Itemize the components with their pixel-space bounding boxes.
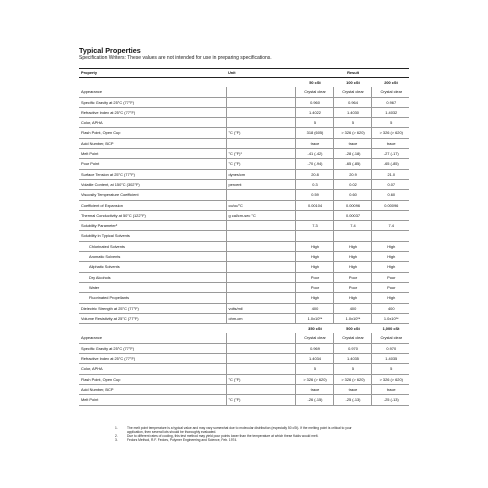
unit-cell: °C (°F) <box>226 159 295 169</box>
value-cell: 1.4030 <box>333 107 371 117</box>
table-row <box>79 333 409 343</box>
footnote-text: The melt point temperature is a typical value and may vary somewhat due to molecular distribution (especially 50 cSt). If the melting point is critical to your application, then several lots should be thoroughly evaluated. <box>127 425 352 434</box>
value-cell: Crystal clear <box>333 333 371 343</box>
value-cell: High <box>333 241 371 251</box>
value-cell: 400 <box>371 303 409 313</box>
value-cell <box>295 210 333 220</box>
table-row <box>79 384 409 394</box>
property-cell: Acid Number, BCP <box>79 138 226 148</box>
value-cell: 1.4034 <box>295 354 333 364</box>
value-cell: 5 <box>371 118 409 128</box>
grade-label: 1,000 cSt <box>371 324 409 334</box>
value-cell: 1.4032 <box>371 107 409 117</box>
footnote-number: 1. <box>115 425 118 430</box>
header-property: Property <box>79 69 226 78</box>
property-cell: Flash Point, Open Cup <box>79 374 226 384</box>
unit-cell <box>226 333 295 343</box>
value-cell: 0.59 <box>295 190 333 200</box>
value-cell: -25 (-13) <box>333 395 371 405</box>
value-cell: trace <box>295 138 333 148</box>
unit-cell <box>226 190 295 200</box>
value-cell: 7.4 <box>371 221 409 231</box>
unit-cell <box>226 138 295 148</box>
value-cell: Poor <box>295 272 333 282</box>
value-cell <box>371 210 409 220</box>
unit-cell: percent <box>226 179 295 189</box>
grade-spacer <box>226 324 295 334</box>
unit-cell <box>226 282 295 292</box>
unit-cell <box>226 231 295 241</box>
table-row <box>79 190 409 200</box>
value-cell: 0.964 <box>333 97 371 107</box>
property-cell: Surface Tension at 25°C (77°F) <box>79 169 226 179</box>
grade-header-row <box>79 324 409 334</box>
table-row <box>79 313 409 323</box>
property-cell: Solubility in Typical Solvents <box>79 231 226 241</box>
value-cell: -28 (-18) <box>333 149 371 159</box>
property-cell: Color, APHA <box>79 118 226 128</box>
value-cell: > 326 (> 620) <box>371 374 409 384</box>
table-row <box>79 252 409 262</box>
property-cell: Melt Point <box>79 395 226 405</box>
grade-label: 50 cSt <box>309 80 321 85</box>
grade-label: 350 cSt <box>295 324 333 334</box>
value-cell: Crystal clear <box>295 87 333 97</box>
header-unit: Unit <box>226 69 295 78</box>
table-row <box>79 200 409 210</box>
table-header-row <box>79 69 409 78</box>
value-cell: Poor <box>295 282 333 292</box>
unit-cell: cc/cc/°C <box>226 200 295 210</box>
grade-label: 200 cSt <box>384 80 398 85</box>
table-row <box>79 395 409 405</box>
grade-label: 500 cSt <box>333 324 371 334</box>
value-cell: -25 (-13) <box>371 395 409 405</box>
footnote-text: Fedors Method, R.F. Fedors, Polymer Engineering and Science, Feb. 1974. <box>127 438 238 443</box>
table-row <box>79 262 409 272</box>
property-cell: Solubility Parameter² <box>79 221 226 231</box>
value-cell: High <box>333 252 371 262</box>
document <box>79 46 409 442</box>
value-cell: 5 <box>333 364 371 374</box>
value-cell: 5 <box>371 364 409 374</box>
value-cell: 20.8 <box>295 169 333 179</box>
value-cell: 1.0x10¹⁴ <box>371 313 409 323</box>
value-cell: > 326 (> 620) <box>333 374 371 384</box>
unit-cell <box>226 241 295 251</box>
property-cell: Appearance <box>79 87 226 97</box>
table-row <box>79 169 409 179</box>
value-cell: High <box>371 293 409 303</box>
property-cell: Dielectric Strength at 25°C (77°F) <box>79 303 226 313</box>
value-cell: High <box>333 262 371 272</box>
property-cell: Volatile Content, at 150°C (302°F) <box>79 179 226 189</box>
property-cell: Dry Alcohols <box>79 272 226 282</box>
unit-cell: volts/mil <box>226 303 295 313</box>
value-cell: -41 (-42) <box>295 149 333 159</box>
unit-cell: °C (°F)¹ <box>226 149 295 159</box>
table-row <box>79 364 409 374</box>
table-row <box>79 293 409 303</box>
value-cell: 0.967 <box>371 97 409 107</box>
table-row <box>79 149 409 159</box>
unit-cell <box>226 252 295 262</box>
table-row <box>79 210 409 220</box>
header-result: Result <box>295 69 409 78</box>
unit-cell <box>226 118 295 128</box>
unit-cell: dynes/cm <box>226 169 295 179</box>
unit-cell: °C (°F) <box>226 395 295 405</box>
value-cell: 0.3 <box>295 179 333 189</box>
unit-cell <box>226 384 295 394</box>
value-cell: 5 <box>333 118 371 128</box>
value-cell: 400 <box>295 303 333 313</box>
value-cell: trace <box>371 138 409 148</box>
table-row <box>79 87 409 97</box>
table-row <box>79 231 409 241</box>
property-cell: Aromatic Solvents <box>79 252 226 262</box>
value-cell: High <box>333 293 371 303</box>
value-cell: 318 (605) <box>295 128 333 138</box>
value-cell: 5 <box>295 364 333 374</box>
value-cell: trace <box>333 138 371 148</box>
value-cell: -27 (-17) <box>371 149 409 159</box>
value-cell: trace <box>333 384 371 394</box>
table-row <box>79 354 409 364</box>
table-row <box>79 159 409 169</box>
value-cell: Poor <box>371 282 409 292</box>
unit-cell <box>226 354 295 364</box>
value-cell: Crystal clear <box>295 333 333 343</box>
value-cell: 0.00096 <box>333 200 371 210</box>
table-body <box>79 78 409 406</box>
value-cell: -70 (-94) <box>295 159 333 169</box>
grade-label: 100 cSt <box>346 80 360 85</box>
value-cell: 0.969 <box>295 343 333 353</box>
value-cell: -65 (-85) <box>371 159 409 169</box>
value-cell: Poor <box>333 272 371 282</box>
table-row <box>79 374 409 384</box>
value-cell: 21.0 <box>371 169 409 179</box>
unit-cell <box>226 262 295 272</box>
table-row <box>79 303 409 313</box>
property-cell: Viscosity Temperature Coefficient <box>79 190 226 200</box>
value-cell <box>371 231 409 241</box>
unit-cell <box>226 221 295 231</box>
value-cell: High <box>295 241 333 251</box>
property-cell: Specific Gravity at 25°C (77°F) <box>79 97 226 107</box>
unit-cell: g cal/cm-sec °C <box>226 210 295 220</box>
value-cell: 0.970 <box>333 343 371 353</box>
document-title: Typical Properties <box>79 46 141 55</box>
value-cell: Crystal clear <box>371 333 409 343</box>
value-cell: High <box>371 241 409 251</box>
property-cell: Specific Gravity at 25°C (77°F) <box>79 343 226 353</box>
property-cell: Refractive Index at 25°C (77°F) <box>79 354 226 364</box>
grade-spacer <box>79 324 226 334</box>
property-cell: Flash Point, Open Cup <box>79 128 226 138</box>
value-cell: 7.3 <box>295 221 333 231</box>
value-cell: 0.960 <box>295 97 333 107</box>
property-cell: Fluorinated Propellants <box>79 293 226 303</box>
value-cell: -26 (-15) <box>295 395 333 405</box>
table-row <box>79 221 409 231</box>
property-cell: Chlorinated Solvents <box>79 241 226 251</box>
unit-cell: ohm-cm <box>226 313 295 323</box>
document-subtitle: Specification Writers: These values are not intended for use in preparing specifications. <box>79 55 272 61</box>
unit-cell: °C (°F) <box>226 128 295 138</box>
property-cell: Pour Point <box>79 159 226 169</box>
footnote-number: 2. <box>115 433 118 438</box>
value-cell: 1.0x10¹⁴ <box>295 313 333 323</box>
footnote-number: 3. <box>115 438 118 443</box>
property-cell: Melt Point <box>79 149 226 159</box>
value-cell: 0.970 <box>371 343 409 353</box>
table-row <box>79 128 409 138</box>
value-cell: 0.02 <box>333 179 371 189</box>
value-cell: 5 <box>295 118 333 128</box>
value-cell: 1.4035 <box>333 354 371 364</box>
value-cell: > 326 (> 620) <box>333 128 371 138</box>
grade-spacer <box>226 78 295 88</box>
footnote-text: Due to different rates of cooling, this test method may yield pour points lower than the temperature at which these fluids would melt. <box>127 433 319 438</box>
value-cell: 400 <box>333 303 371 313</box>
footnotes <box>115 426 409 443</box>
value-cell: 0.00104 <box>295 200 333 210</box>
value-cell: High <box>295 262 333 272</box>
value-cell <box>295 231 333 241</box>
table-row <box>79 138 409 148</box>
unit-cell <box>226 107 295 117</box>
value-cell: 1.4022 <box>295 107 333 117</box>
unit-cell <box>226 97 295 107</box>
value-cell: High <box>371 262 409 272</box>
unit-cell: °C (°F) <box>226 374 295 384</box>
value-cell: trace <box>371 384 409 394</box>
value-cell: High <box>371 252 409 262</box>
value-cell: 0.00037 <box>333 210 371 220</box>
value-cell: 1.0x10¹⁴ <box>333 313 371 323</box>
value-cell: -65 (-85) <box>333 159 371 169</box>
value-cell: High <box>295 293 333 303</box>
table-row <box>79 241 409 251</box>
value-cell: trace <box>295 384 333 394</box>
property-cell: Color, APHA <box>79 364 226 374</box>
value-cell: 0.00096 <box>371 200 409 210</box>
property-cell: Coefficient of Expansion <box>79 200 226 210</box>
value-cell: Poor <box>371 272 409 282</box>
value-cell: High <box>295 252 333 262</box>
value-cell: Crystal clear <box>371 87 409 97</box>
unit-cell <box>226 343 295 353</box>
value-cell: > 326 (> 620) <box>295 374 333 384</box>
value-cell: 7.4 <box>333 221 371 231</box>
grade-spacer <box>79 78 226 88</box>
value-cell: Poor <box>333 282 371 292</box>
value-cell: > 326 (> 620) <box>371 128 409 138</box>
table-row <box>79 179 409 189</box>
property-cell: Appearance <box>79 333 226 343</box>
grade-header-row <box>79 78 409 88</box>
property-cell: Aliphatic Solvents <box>79 262 226 272</box>
unit-cell <box>226 364 295 374</box>
unit-cell <box>226 87 295 97</box>
value-cell: 20.9 <box>333 169 371 179</box>
properties-table <box>79 68 409 406</box>
property-cell: Thermal Conductivity at 50°C (122°F) <box>79 210 226 220</box>
value-cell: 0.60 <box>371 190 409 200</box>
unit-cell <box>226 293 295 303</box>
property-cell: Volume Resistivity at 25°C (77°F) <box>79 313 226 323</box>
table-row <box>79 107 409 117</box>
table-row <box>79 97 409 107</box>
value-cell: Crystal clear <box>333 87 371 97</box>
property-cell: Water <box>79 282 226 292</box>
table-row <box>79 282 409 292</box>
value-cell: 0.07 <box>371 179 409 189</box>
value-cell: 0.60 <box>333 190 371 200</box>
property-cell: Acid Number, BCP <box>79 384 226 394</box>
footnote <box>115 426 409 434</box>
table-row <box>79 272 409 282</box>
unit-cell <box>226 272 295 282</box>
value-cell <box>333 231 371 241</box>
footnote <box>115 438 409 442</box>
table-row <box>79 118 409 128</box>
table-row <box>79 343 409 353</box>
property-cell: Refractive Index at 25°C (77°F) <box>79 107 226 117</box>
value-cell: 1.4035 <box>371 354 409 364</box>
